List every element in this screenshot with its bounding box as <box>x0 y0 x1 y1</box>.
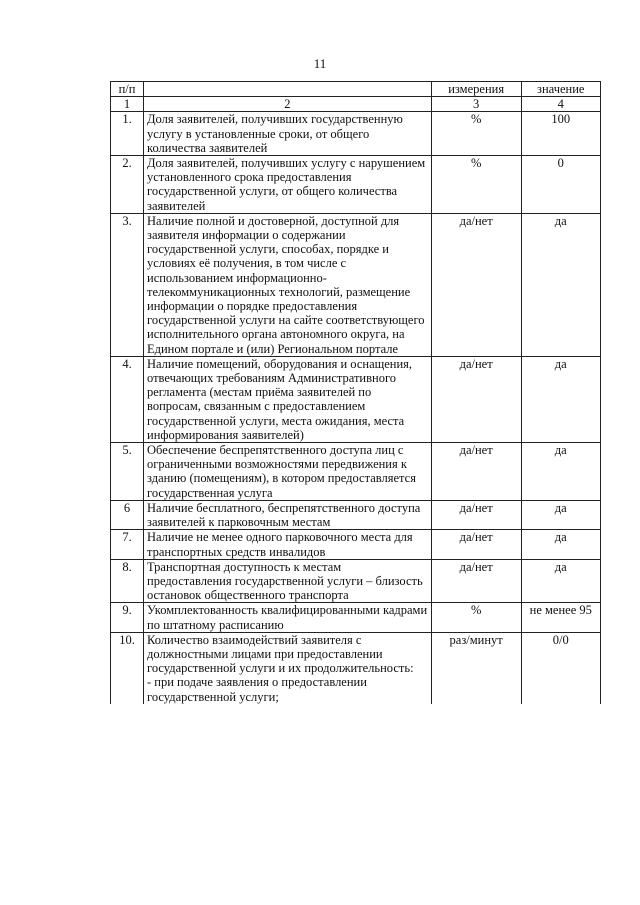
row-value: да <box>521 443 600 501</box>
row-number: 9. <box>111 603 144 632</box>
table-row <box>111 559 601 603</box>
numbering-col-1: 1 <box>111 97 144 112</box>
row-number: 8. <box>111 559 144 603</box>
row-value: да <box>521 356 600 442</box>
row-unit: да/нет <box>431 530 521 559</box>
header-col-unit: измерения <box>431 82 521 97</box>
table-row <box>111 603 601 632</box>
header-col-name <box>144 82 432 97</box>
row-unit: % <box>431 112 521 156</box>
row-unit: да/нет <box>431 500 521 529</box>
row-value: 0 <box>521 156 600 214</box>
numbering-col-3: 3 <box>431 97 521 112</box>
table-row <box>111 356 601 442</box>
table-header-row <box>111 82 601 97</box>
row-unit: да/нет <box>431 213 521 356</box>
numbering-col-4: 4 <box>521 97 600 112</box>
row-unit: раз/минут <box>431 632 521 704</box>
quality-indicators-table <box>110 81 601 704</box>
row-indicator: Укомплектованность квалифицированными кадрами по штатному расписанию <box>144 603 432 632</box>
row-indicator: Наличие полной и достоверной, доступной для заявителя информации о содержании государственной услуги, способах, порядке и условиях её получения, в том числе с использованием информационно-телекоммуникационных технологий, размещение информации о порядке предоставления государственной услуги на сайте соответствующего исполнительного органа автономного округа, на Едином портале и (или) Региональном портале <box>144 213 432 356</box>
row-indicator: Наличие не менее одного парковочного места для транспортных средств инвалидов <box>144 530 432 559</box>
row-number: 1. <box>111 112 144 156</box>
header-col-value: значение <box>521 82 600 97</box>
row-number: 5. <box>111 443 144 501</box>
row-number: 6 <box>111 500 144 529</box>
row-unit: % <box>431 156 521 214</box>
row-unit: % <box>431 603 521 632</box>
row-indicator: Доля заявителей, получивших услугу с нарушением установленного срока предоставления государственной услуги, от общего количества заявителей <box>144 156 432 214</box>
row-number: 7. <box>111 530 144 559</box>
row-indicator: Доля заявителей, получивших государственную услугу в установленные сроки, от общего количества заявителей <box>144 112 432 156</box>
table-row <box>111 443 601 501</box>
row-indicator-sub: - при подаче заявления о предоставлении государственной услуги; <box>147 675 367 704</box>
row-number: 3. <box>111 213 144 356</box>
table-numbering-row <box>111 97 601 112</box>
row-number: 10. <box>111 632 144 704</box>
row-value: да <box>521 559 600 603</box>
header-col-num: п/п <box>111 82 144 97</box>
table-row <box>111 530 601 559</box>
row-unit: да/нет <box>431 356 521 442</box>
row-value: да <box>521 213 600 356</box>
row-indicator-main: Количество взаимодействий заявителя с должностными лицами при предоставлении государственной услуги и их продолжительность: <box>147 632 414 676</box>
row-value: не менее 95 <box>521 603 600 632</box>
row-value: 100 <box>521 112 600 156</box>
row-value: да <box>521 500 600 529</box>
table-row <box>111 632 601 704</box>
row-indicator: Наличие помещений, оборудования и оснащения, отвечающих требованиям Административного регламента (местам приёма заявителей по вопросам, связанным с предоставлением государственной услуги, места ожидания, места информирования заявителей) <box>144 356 432 442</box>
row-value: 0/0 <box>521 632 600 704</box>
row-indicator: Обеспечение беспрепятственного доступа лиц с ограниченными возможностями передвижения к зданию (помещениям), в котором предоставляется государственная услуга <box>144 443 432 501</box>
row-value: да <box>521 530 600 559</box>
row-indicator <box>144 632 432 704</box>
row-number: 2. <box>111 156 144 214</box>
page-number: 11 <box>313 56 327 71</box>
numbering-col-2: 2 <box>144 97 432 112</box>
table-row <box>111 112 601 156</box>
row-indicator: Транспортная доступность к местам предоставления государственной услуги – близость остановок общественного транспорта <box>144 559 432 603</box>
row-unit: да/нет <box>431 443 521 501</box>
row-number: 4. <box>111 356 144 442</box>
row-unit: да/нет <box>431 559 521 603</box>
row-indicator: Наличие бесплатного, беспрепятственного доступа заявителей к парковочным местам <box>144 500 432 529</box>
table-row <box>111 500 601 529</box>
table-row <box>111 156 601 214</box>
table-row <box>111 213 601 356</box>
